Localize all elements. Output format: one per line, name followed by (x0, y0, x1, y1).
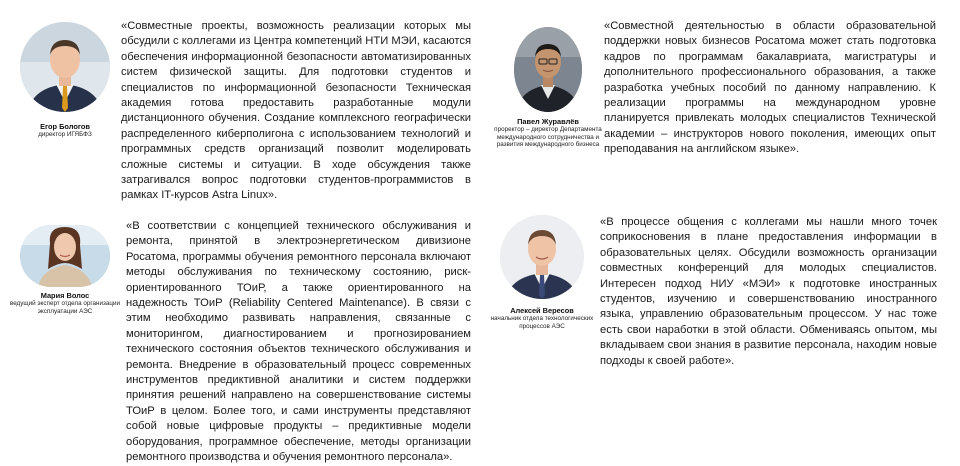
name-veresov: Алексей Вересов (510, 306, 574, 315)
speaker-card-veresov (480, 205, 960, 466)
role-volos: ведущий эксперт отдела организации эксплуатации АЭС (9, 300, 121, 315)
quote-bologov: «Совместные проекты, возможность реализации которых мы обсудили с коллегами из Центра компетенций НТИ МЭИ, касаются обеспечения информационной безопасности автоматизированных систем физической защиты. Для подготовки студентов и специалистов по информационной безопасности Техническая академия готова предоставить разработанные модули дистанционного обучения. Создание комплексного географически распределенного киберполигона с использованием технологий и программных средств организаций позволит моделировать сложные системы и ситуации. В ходе обсуждения также затрагивался вопрос подготовки студентов-программистов в рамках IT-курсов Astra Linux». (121, 20, 471, 202)
name-zhuravlev: Павел Журавлёв (517, 117, 579, 126)
avatar-bologov (20, 22, 110, 112)
quote-zhuravlev: «Совместной деятельностью в области образовательной поддержки новых бизнесов Росатома может стать подготовка кадров по программам бакалавриата, магистратуры и дополнительного профессионального образования, а также разработка учебных пособий по данному направлению. К реализации программы на международном уровне планируется привлекать молодых специалистов Технической академии – инструкторов нового поколения, имеющих опыт преподавания на английском языке». (604, 20, 936, 156)
avatar-volos (20, 225, 110, 287)
role-zhuravlev: проректор – директор Департамента международного сотрудничества и развития международного бизнеса (494, 126, 602, 149)
speaker-card-volos (0, 205, 480, 466)
quote-veresov: «В процессе общения с коллегами мы нашли много точек соприкосновения в плане предоставления информации в образовательных целях. Обсудили возможность организации совместных конференций для молодых специалистов. Интересен подход НИУ «МЭИ» к подготовке иностранных студентов, изучению и совершенствованию иностранного языка, управлению образовательным процессом. У нас тоже есть свои наработки в этой области. Обмениваясь опытом, мы вкладываем свои знания в развитие персонала, находим новые подходы к своей работе». (600, 216, 937, 367)
avatar-zhuravlev (514, 27, 582, 112)
name-bologov: Егор Бологов (40, 122, 90, 131)
quote-volos: «В соответствии с концепцией технического обслуживания и ремонта, принятой в электроэнергетическом дивизионе Росатома, программы обучения ремонтного персонала включают методы обслуживания по техническому состоянию, риск-ориентированного ТОиР, а также ориентированного на надежность ТОиР (Reliability Centered Maintenance). В связи с этим необходимо развивать направления, связанные с мониторингом, диагностированием и прогнозированием технического состояния объектов технического обслуживания и ремонта. Внедрение в образовательный процесс современных инструментов предиктивной аналитики и систем поддержки принятия решений направлено на совершенствование системы ТОиР в целом. Более того, и сами инструменты представляют собой новые цифровые продукты – предиктивные модели оборудования, программное обеспечение, методы организации ремонтного производства и обучения ремонтного персонала». (126, 220, 471, 464)
name-volos: Мария Волос (40, 291, 90, 300)
speaker-card-zhuravlev (480, 0, 960, 205)
role-veresov: начальник отдела технологических процессов АЭС (490, 315, 594, 330)
role-bologov: директор ИГЯБФЗ (38, 131, 92, 138)
speaker-card-bologov (0, 0, 480, 205)
avatar-veresov (500, 215, 584, 299)
